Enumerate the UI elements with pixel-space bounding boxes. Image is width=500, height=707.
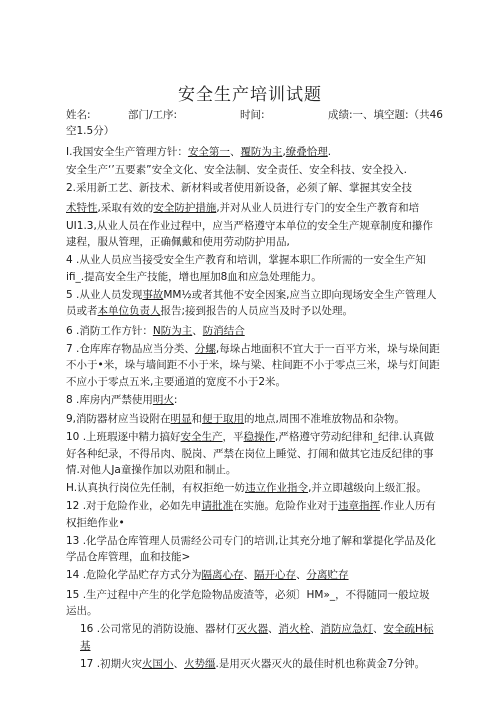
score-label: 成绩:一、填空题:（共46 xyxy=(328,109,443,121)
blank-answer: 分离贮存 xyxy=(306,569,349,581)
question-text: , xyxy=(282,146,286,158)
question-text: .是用灭火器灭火的最佳时机也称黄金7分钟。 xyxy=(215,657,426,670)
question-text: 7 .仓库库存物品应当分类、 xyxy=(66,342,195,355)
blank-answer: 灭火器 xyxy=(236,623,269,635)
blank-answer: 事故 xyxy=(142,288,164,301)
question-item xyxy=(66,587,440,620)
question-text: 安全生产‘’五要素”安全文化、安全法制、安全责任、安全科技、安全投入. xyxy=(66,164,407,176)
question-item xyxy=(66,411,440,428)
question-text: 17 .初期火灾 xyxy=(80,657,143,670)
blank-answer: 火势缰 xyxy=(184,657,216,670)
blank-answer: 明火 xyxy=(152,393,174,406)
question-text: ,采取有效的 xyxy=(97,201,154,214)
name-label: 姓名: xyxy=(66,109,91,121)
question-text: 、 xyxy=(296,569,307,581)
question-text: 、 xyxy=(310,623,321,635)
question-text: I.我国安全生产管理方针： xyxy=(66,146,188,158)
question-text: ,并对从业人员进行专门的安全生产教育和培 xyxy=(216,201,420,214)
blank-answer: 消防应急灯 xyxy=(320,623,374,635)
question-text: 13 .化学品仓库管理人员需经公司专门的培训,让其充分地了解和掌提化学品及化学品仓库管理，血和技能> xyxy=(66,534,436,563)
question-item xyxy=(66,533,440,566)
dept-label: 部门/工序: xyxy=(128,109,178,121)
question-item xyxy=(66,498,440,531)
page-title: 安全生产培训试题 xyxy=(178,85,322,105)
blank-answer: 便于取用 xyxy=(202,413,245,425)
blank-answer: 安全疏H标基 xyxy=(80,623,434,652)
question-text: ,并立即越级向上级汇报。 xyxy=(308,482,427,494)
question-item xyxy=(66,252,440,285)
question-text: 、 xyxy=(243,569,255,581)
time-label: 时间: xyxy=(240,109,265,121)
question-text: ，平 xyxy=(222,431,244,443)
question-item xyxy=(66,341,440,391)
question-text: 5 .从业人员发现 xyxy=(66,288,143,301)
blank-answer: 消火栓 xyxy=(278,623,311,635)
question-text: MM½或者其他不安全因案,应当立即向现场安全生产管理人员或者 xyxy=(66,288,437,317)
question-text: 报告;接到报告的人员应当及时予以处理。 xyxy=(160,305,354,317)
question-text: 、 xyxy=(173,657,185,670)
blank-answer: 安全生产 xyxy=(180,431,223,443)
question-text: 2.采用新工艺、新技术、新材料或者使用新设备，必须了解、掌握其安全技 xyxy=(66,182,413,194)
question-item xyxy=(66,621,440,654)
question-text: 在实施。危险作业对于 xyxy=(233,500,339,512)
question-item xyxy=(66,218,440,251)
question-item xyxy=(66,656,440,673)
question-item xyxy=(66,200,440,217)
question-text: 15 .生产过程中产生的化学危险物品废渣等，必须〕HM»_，不得随同一般垃圾运出。 xyxy=(66,588,430,617)
question-text: 8 .库房内严禁使用 xyxy=(66,393,153,406)
question-text: 12 .对于危险作业，必如先申 xyxy=(66,500,202,512)
blank-answer: 术特性 xyxy=(66,201,98,214)
question-text: 4 .从业人员应当接受安全生产教育和培训，掌握本职匚作所需的一安全生产知ifi_.提高安全生产技能，增也厘加8血和应急处理能力。 xyxy=(66,254,426,283)
blank-answer: 隔离心存 xyxy=(201,569,244,581)
question-item xyxy=(66,180,440,197)
blank-answer: 违立作业指令 xyxy=(245,482,309,494)
blank-answer: 安全防护措施 xyxy=(153,201,217,214)
question-text: ,每垛占地面积不宜大于一百平方米，垛与垛间距不小于•米，垛与墙间距不小于米，垛与梁、柱间距不小于零点三米，垛与灯间距不应小于零点五米,主要通道的宽度不小于2米。 xyxy=(66,342,440,388)
question-text: 、 xyxy=(373,623,384,635)
question-item xyxy=(66,144,440,161)
question-text: 的地点,周围不准堆放物品和杂物。 xyxy=(244,413,405,425)
question-item xyxy=(66,162,440,179)
question-list xyxy=(66,144,440,674)
blank-answer: 违章指挥 xyxy=(338,500,381,512)
question-text: 、 xyxy=(268,623,279,635)
score-label-continued: 空1.5分） xyxy=(66,125,115,137)
question-text: 和 xyxy=(191,413,203,425)
question-item xyxy=(66,480,440,497)
question-text: 、 xyxy=(192,324,203,337)
question-item xyxy=(66,323,440,340)
blank-answer: 火国小 xyxy=(142,657,174,670)
question-text: ,严格遵守劳动纪律和_纪律.认真做好各种纪录，不得吊肉、脱岗、严禁在岗位上睡觉、打闹和做其它违反纪律的事情.对他人Ja童操作加以劝阻和制止。 xyxy=(66,431,434,476)
blank-answer: 缭叠恰理 xyxy=(285,146,328,158)
blank-answer: 覆防为主 xyxy=(240,146,283,158)
question-text: 14 .危险化学品贮存方式分为 xyxy=(66,569,202,581)
question-text: . xyxy=(327,146,332,158)
question-text: 9,消防器材应当设附在 xyxy=(66,413,171,425)
blank-answer: 请批准 xyxy=(201,500,234,512)
question-item xyxy=(66,567,440,584)
blank-answer: 防消结合 xyxy=(202,324,245,337)
blank-answer: 本单位负责人 xyxy=(97,305,161,317)
blank-answer: 明显 xyxy=(170,413,192,425)
question-text: 6 .消防工作方针： xyxy=(66,324,153,337)
question-text: UI1.3,从业人员在作业过程中，应当严格遵守本单位的安全生产规章制度和攥作逮程，服从管理，正确佩戴和使用劳动防护用品, xyxy=(66,219,433,248)
blank-answer: 隔开心存 xyxy=(254,569,297,581)
question-item xyxy=(66,287,440,320)
question-text: H.认真执行岗位先任制，有权拒绝一妨 xyxy=(66,482,246,494)
blank-answer: N防为主 xyxy=(152,324,193,337)
question-item xyxy=(66,429,440,479)
blank-answer: 稳操作 xyxy=(243,431,276,443)
question-text: : xyxy=(173,393,178,406)
question-text: 16 .公司常见的消防设施、器材仃 xyxy=(80,623,237,635)
question-text: 10 .上班瑕逐中精力搞好 xyxy=(66,431,181,443)
question-text: 、 xyxy=(229,146,241,158)
question-item xyxy=(66,392,440,409)
blank-answer: 安全第一 xyxy=(187,146,230,158)
blank-answer: 分螺 xyxy=(194,342,216,355)
question-text: .作业人历有权拒绝作业• xyxy=(66,500,436,529)
